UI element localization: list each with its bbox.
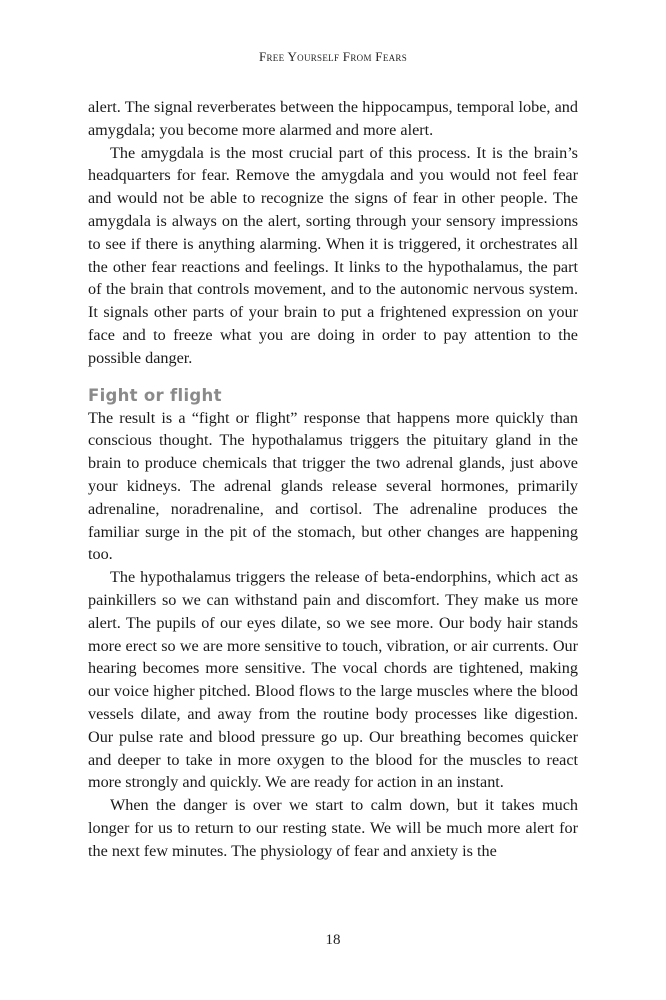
- paragraph-hypothalamus: The hypothalamus triggers the release of beta-endorphins, which act as painkillers so we can withstand pain and discomfort. They make us more alert. The pupils of our eyes dilate, so we see more. Our body hair stands more erect so we are more sensitive to touch, vibration, or air currents. Our hearing becomes more sensitive. The vocal chords are tightened, making our voice higher pitched. Blood flows to the large muscles where the blood vessels dilate, and away from the routine body processes like digestion. Our pulse rate and blood pressure go up. Our breathing becomes quicker and deeper to take in more oxygen to the blood for the muscles to react more strongly and quickly. We are ready for action in an instant.: [88, 568, 578, 792]
- paragraph-amygdala: The amygdala is the most crucial part of this process. It is the brain’s headquarters for fear. Remove the amygdala and you would not feel fear and would not be able to recognize the signs of fear in other people. The amygdala is always on the alert, sorting through your sensory impressions to see if there is anything alarming. When it is triggered, it orchestrates all the other fear reactions and feelings. It links to the hypothalamus, the part of the brain that controls movement, and to the autonomic nervous system. It signals other parts of your brain to put a frightened expression on your face and to freeze what you are doing in order to pay attention to the possible danger.: [88, 143, 578, 367]
- body-text: [88, 96, 578, 863]
- running-head: Free Yourself From Fears: [258, 49, 408, 64]
- paragraph-calm-down: When the danger is over we start to calm down, but it takes much longer for us to return to our resting state. We will be much more alert for the next few minutes. The physiology of fear and anxiety is the: [88, 796, 578, 860]
- section-heading: Fight or flight: [88, 385, 222, 405]
- page-number: 18: [325, 932, 341, 948]
- paragraph-continued: alert. The signal reverberates between the hippocampus, temporal lobe, and amygdala; you become more alarmed and more alert.: [88, 98, 578, 139]
- paragraph-fight-or-flight: The result is a “fight or flight” response that happens more quickly than conscious thought. The hypothalamus triggers the pituitary gland in the brain to produce chemicals that trigger the two adrenal glands, just above your kidneys. The adrenal glands release several hormones, primarily adrenaline, noradrenaline, and cortisol. The adrenaline produces the familiar surge in the pit of the stomach, but other changes are happening too.: [88, 408, 578, 564]
